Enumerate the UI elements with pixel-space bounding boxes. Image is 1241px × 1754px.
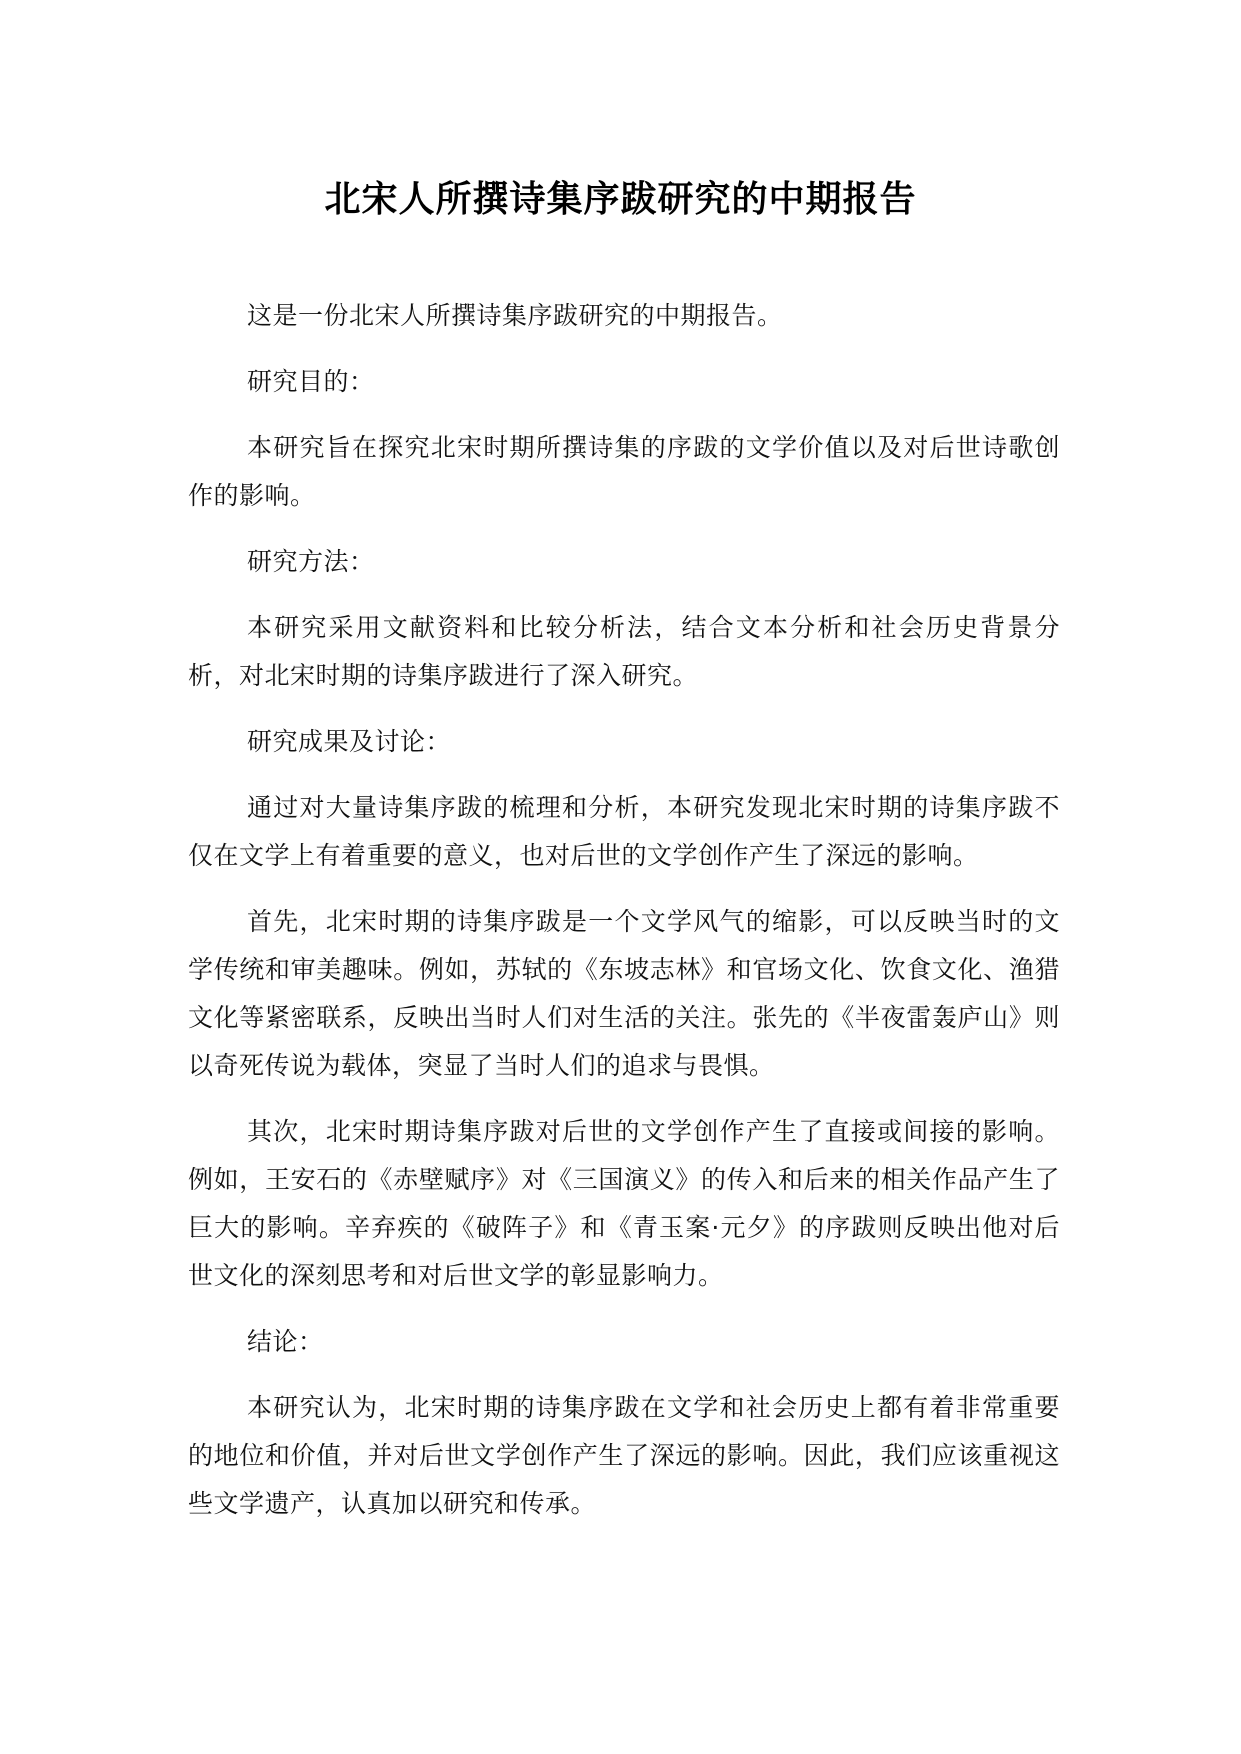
first-point-paragraph: 首先，北宋时期的诗集序跋是一个文学风气的缩影，可以反映当时的文学传统和审美趣味。例如，苏轼的《东坡志林》和官场文化、饮食文化、渔猎文化等紧密联系，反映出当时人们对生活的关注。张先的《半夜雷轰庐山》则以奇死传说为载体，突显了当时人们的追求与畏惧。: [188, 907, 1060, 1080]
method-paragraph: 本研究采用文献资料和比较分析法，结合文本分析和社会历史背景分析，对北宋时期的诗集序跋进行了深入研究。: [188, 613, 1060, 690]
intro-paragraph: 这是一份北宋人所撰诗集序跋研究的中期报告。: [247, 301, 783, 330]
conclusion-paragraph: 本研究认为，北宋时期的诗集序跋在文学和社会历史上都有着非常重要的地位和价值，并对后世文学创作产生了深远的影响。因此，我们应该重视这些文学遗产，认真加以研究和传承。: [188, 1393, 1060, 1518]
section-heading-conclusion: 结论：: [247, 1327, 324, 1356]
section-heading-method: 研究方法：: [247, 547, 375, 576]
document-body: [188, 292, 1060, 1546]
results-paragraph: 通过对大量诗集序跋的梳理和分析，本研究发现北宋时期的诗集序跋不仅在文学上有着重要的意义，也对后世的文学创作产生了深远的影响。: [188, 793, 1060, 870]
document-title: 北宋人所撰诗集序跋研究的中期报告: [324, 179, 917, 220]
purpose-paragraph: 本研究旨在探究北宋时期所撰诗集的序跋的文学价值以及对后世诗歌创作的影响。: [188, 433, 1060, 510]
second-point-paragraph: 其次，北宋时期诗集序跋对后世的文学创作产生了直接或间接的影响。例如，王安石的《赤壁赋序》对《三国演义》的传入和后来的相关作品产生了巨大的影响。辛弃疾的《破阵子》和《青玉案·元夕》的序跋则反映出他对后世文化的深刻思考和对后世文学的彰显影响力。: [188, 1117, 1060, 1290]
section-heading-purpose: 研究目的：: [247, 367, 375, 396]
section-heading-results: 研究成果及讨论：: [247, 727, 452, 756]
